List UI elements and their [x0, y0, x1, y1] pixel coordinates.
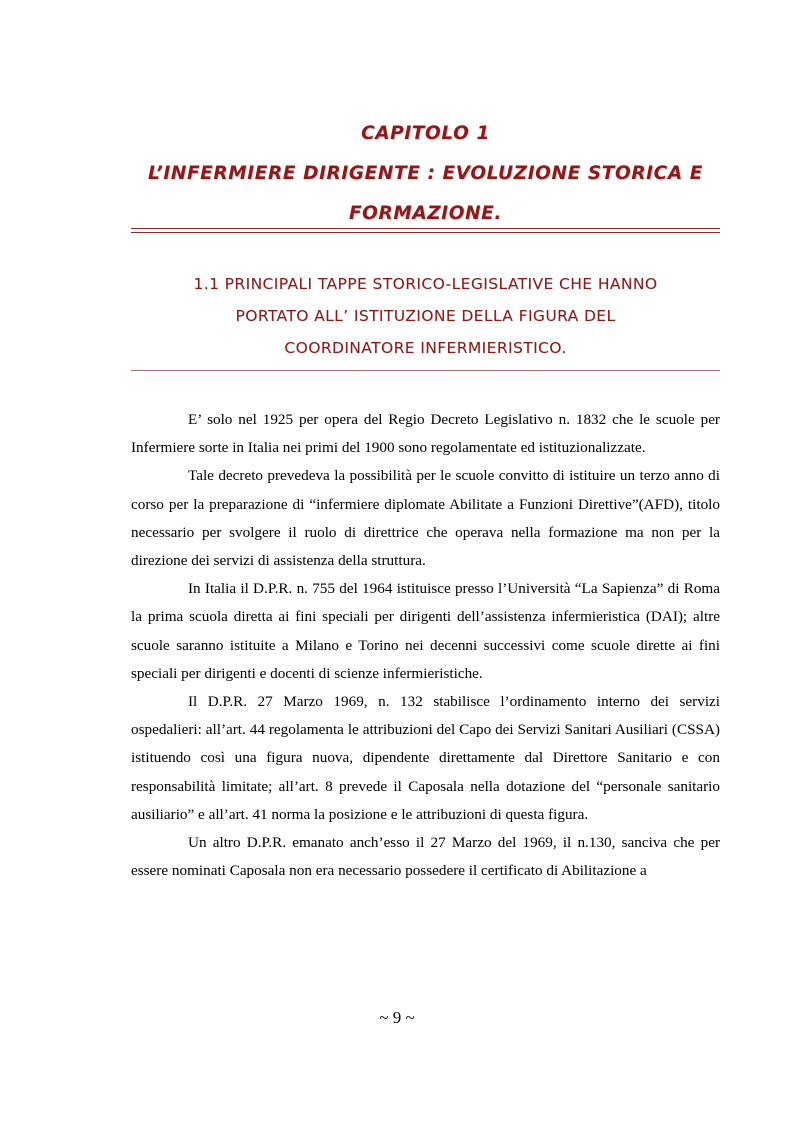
section-heading [131, 268, 720, 364]
page-number: ~ 9 ~ [379, 1008, 415, 1027]
chapter-title-line-2: FORMAZIONE. [348, 203, 503, 224]
paragraph: Un altro D.P.R. emanato anch’esso il 27 Marzo del 1969, il n.130, sanciva che per essere nominati Caposala non era necessario possedere il certificato di Abilitazione a [131, 834, 720, 880]
section-title-line-3: COORDINATORE INFERMIERISTICO. [284, 339, 567, 357]
section-title-line-1: 1.1 PRINCIPALI TAPPE STORICO-LEGISLATIVE CHE HANNO [193, 275, 658, 293]
paragraph: Il D.P.R. 27 Marzo 1969, n. 132 stabilisce l’ordinamento interno dei servizi ospedalieri: all’art. 44 regolamenta le attribuzioni del Capo dei Servizi Sanitari Ausiliari (CSSA) istituendo così una figura nuova, dipendente direttamente dal Direttore Sanitario e con responsabilità limitate; all’art. 8 prevede il Caposala nella dotazione del “personale sanitario ausiliario” e all’art. 41 norma la posizione e le attribuzioni di questa figura. [131, 693, 720, 823]
body-text [131, 406, 720, 885]
chapter-divider [131, 228, 720, 233]
paragraph: In Italia il D.P.R. n. 755 del 1964 istituisce presso l’Università “La Sapienza” di Roma la prima scuola diretta ai fini speciali per dirigenti dell’assistenza infermieristica (DAI); altre scuole saranno istituite a Milano e Torino nei decenni successivi come scuole dirette ai fini speciali per dirigenti e docenti di scienze infermieristiche. [131, 580, 720, 682]
chapter-heading [131, 114, 720, 234]
paragraph: Tale decreto prevedeva la possibilità per le scuole convitto di istituire un terzo anno di corso per la preparazione di “infermiere diplomate Abilitate a Funzioni Direttive”(AFD), titolo necessario per svolgere il ruolo di direttrice che operava nella formazione ma non per la direzione dei servizi di assistenza della struttura. [131, 467, 720, 570]
paragraph: E’ solo nel 1925 per opera del Regio Decreto Legislativo n. 1832 che le scuole per Infermiere sorte in Italia nei primi del 1900 sono regolamentate ed istituzionalizzate. [131, 411, 720, 457]
chapter-number: CAPITOLO 1 [361, 123, 490, 144]
section-title-line-2: PORTATO ALL’ ISTITUZIONE DELLA FIGURA DEL [235, 307, 616, 325]
section-divider [131, 370, 720, 371]
chapter-title-line-1: L’INFERMIERE DIRIGENTE : EVOLUZIONE STORICA E [147, 163, 704, 184]
